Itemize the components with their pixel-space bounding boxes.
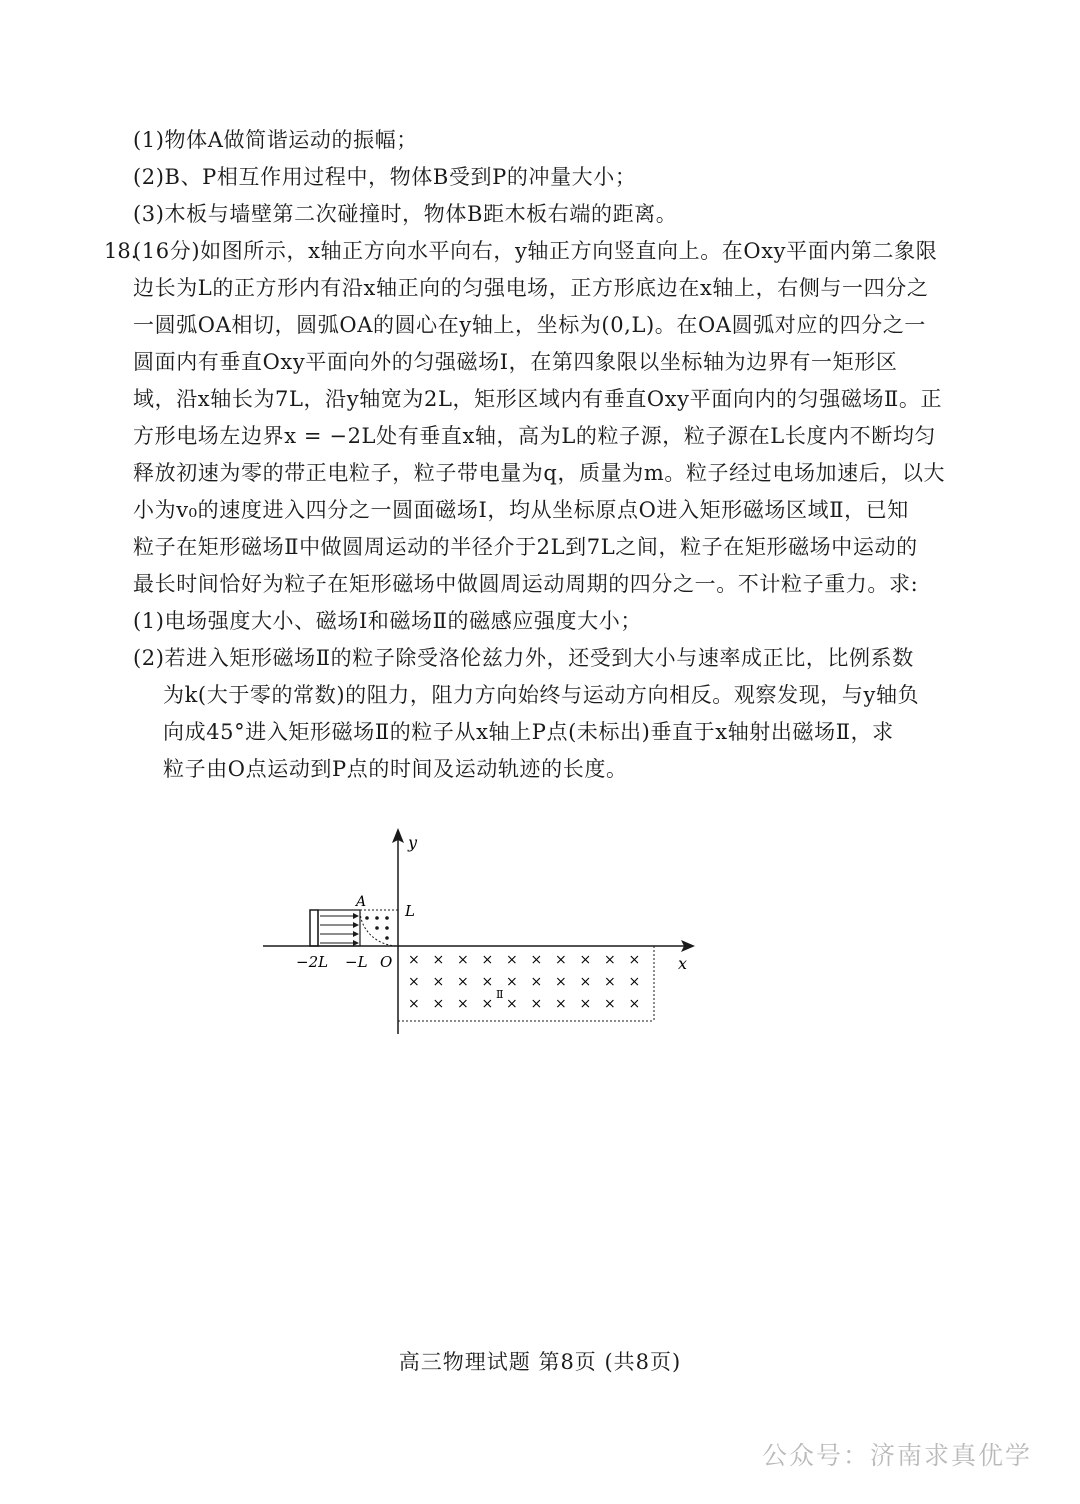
q18-sub-question-2-line-3: 向成45°进入矩形磁场Ⅱ的粒子从x轴上P点(未标出)垂直于x轴射出磁场Ⅱ，求 xyxy=(163,720,894,744)
magnetic-field-I-region xyxy=(360,910,398,946)
q18-line-4: 圆面内有垂直Oxy平面向外的匀强磁场Ⅰ，在第四象限以坐标轴为边界有一矩形区 xyxy=(133,350,898,374)
field-cross: × xyxy=(579,974,592,990)
prev-sub-question-3: (3)木板与墙壁第二次碰撞时，物体B距木板右端的距离。 xyxy=(133,202,678,226)
x-axis-label: x xyxy=(678,954,688,973)
prev-sub-question-1: (1)物体A做简谐运动的振幅； xyxy=(133,128,418,152)
field-cross: × xyxy=(481,952,494,968)
field-cross: × xyxy=(408,974,420,990)
field-cross: × xyxy=(408,996,420,1012)
field-cross: × xyxy=(555,974,567,990)
q18-sub-question-2-line-4: 粒子由O点运动到P点的时间及运动轨迹的长度。 xyxy=(163,757,628,781)
electric-field-square xyxy=(318,910,360,946)
q18-line-3: 一圆弧OA相切，圆弧OA的圆心在y轴上，坐标为(0,L)。在OA圆弧对应的四分之一 xyxy=(133,313,926,337)
field-cross: × xyxy=(481,996,494,1012)
field-cross: × xyxy=(530,952,543,968)
field-cross: × xyxy=(530,996,543,1012)
tick-neg-2L: −2L xyxy=(296,953,329,971)
q18-line-6: 方形电场左边界x = −2L处有垂直x轴，高为L的粒子源，粒子源在L长度内不断均匀 xyxy=(133,424,937,448)
field-cross: × xyxy=(432,952,445,968)
q18-line-7: 释放初速为零的带正电粒子，粒子带电量为q，质量为m。粒子经过电场加速后，以大 xyxy=(133,461,946,485)
field-cross: × xyxy=(604,952,616,968)
watermark: 公众号：济南求真优学 xyxy=(761,1441,1032,1470)
q18-line-5: 域，沿x轴长为7L，沿y轴宽为2L，矩形区域内有垂直Oxy平面向内的匀强磁场Ⅱ。正 xyxy=(133,387,943,411)
field-cross: × xyxy=(628,974,641,990)
field-cross: × xyxy=(432,974,445,990)
field-cross: × xyxy=(457,996,469,1012)
tick-neg-L: −L xyxy=(345,953,368,971)
field-cross: × xyxy=(457,974,469,990)
origin-label: O xyxy=(380,953,393,971)
field-cross: × xyxy=(506,996,518,1012)
field-dot xyxy=(375,926,379,930)
field-cross: × xyxy=(432,996,445,1012)
physics-figure xyxy=(255,822,705,1042)
region-II-label: Ⅱ xyxy=(496,988,504,1001)
field-cross: × xyxy=(579,996,592,1012)
field-cross: × xyxy=(628,996,641,1012)
field-cross: × xyxy=(628,952,641,968)
field-cross: × xyxy=(481,974,494,990)
page-footer: 高三物理试题 第8页 (共8页) xyxy=(398,1350,682,1374)
field-dot xyxy=(365,916,369,920)
field-cross: × xyxy=(530,974,543,990)
field-cross: × xyxy=(604,974,616,990)
point-A-label: A xyxy=(356,894,367,910)
particle-source xyxy=(310,910,318,946)
q18-line-1: (16分)如图所示，x轴正方向水平向右，y轴正方向竖直向上。在Oxy平面内第二象限 xyxy=(133,239,938,263)
q18-line-9: 粒子在矩形磁场Ⅱ中做圆周运动的半径介于2L到7L之间，粒子在矩形磁场中运动的 xyxy=(133,535,918,559)
q18-line-2: 边长为L的正方形内有沿x轴正向的匀强电场，正方形底边在x轴上，右侧与一四分之 xyxy=(133,276,929,300)
field-dot xyxy=(385,936,389,940)
field-cross: × xyxy=(506,952,518,968)
q18-sub-question-2-line-1: (2)若进入矩形磁场Ⅱ的粒子除受洛伦兹力外，还受到大小与速率成正比，比例系数 xyxy=(133,646,914,670)
field-cross: × xyxy=(555,952,567,968)
q18-sub-question-2-line-2: 为k(大于零的常数)的阻力，阻力方向始终与运动方向相反。观察发现，与y轴负 xyxy=(163,683,920,707)
magnetic-field-II-crosses xyxy=(408,952,640,1012)
field-dot xyxy=(385,926,389,930)
field-dot xyxy=(375,916,379,920)
y-axis-label: y xyxy=(408,833,418,852)
field-cross: × xyxy=(506,974,518,990)
q18-line-10: 最长时间恰好为粒子在矩形磁场中做圆周运动周期的四分之一。不计粒子重力。求: xyxy=(133,572,919,596)
field-cross: × xyxy=(604,996,616,1012)
q18-line-8: 小为v₀的速度进入四分之一圆面磁场Ⅰ，均从坐标原点O进入矩形磁场区域Ⅱ，已知 xyxy=(133,498,909,522)
question-number: 18. xyxy=(104,239,138,263)
field-cross: × xyxy=(457,952,469,968)
q18-sub-question-1: (1)电场强度大小、磁场Ⅰ和磁场Ⅱ的磁感应强度大小； xyxy=(133,609,642,633)
prev-sub-question-2: (2)B、P相互作用过程中，物体B受到P的冲量大小； xyxy=(133,165,637,189)
field-cross: × xyxy=(579,952,592,968)
field-cross: × xyxy=(408,952,420,968)
length-L-label: L xyxy=(405,902,415,920)
field-cross: × xyxy=(555,996,567,1012)
field-dot xyxy=(385,916,389,920)
